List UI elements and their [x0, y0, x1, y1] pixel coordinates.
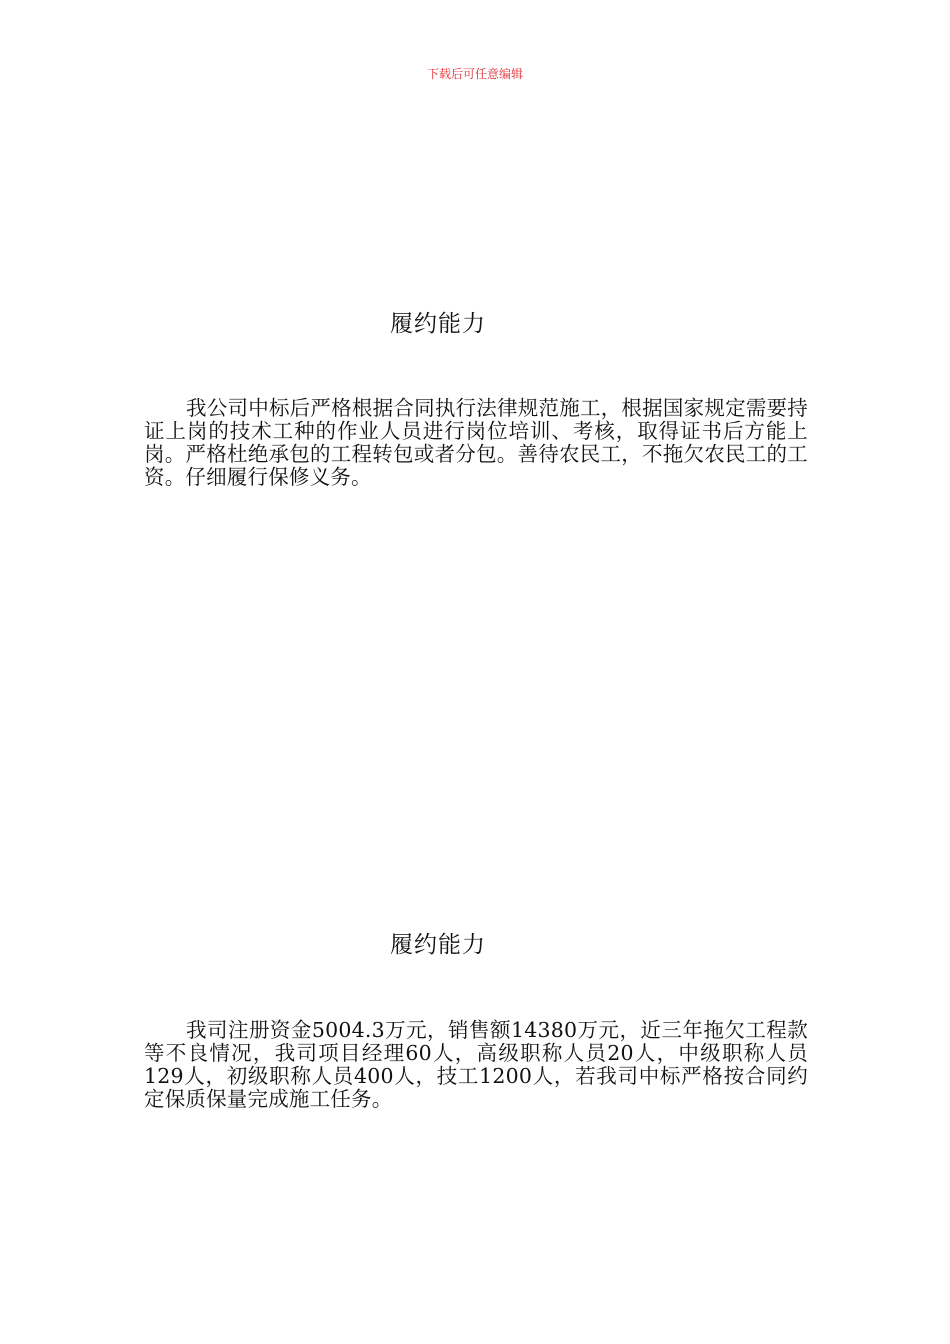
section-title: 履约能力	[390, 932, 486, 958]
section-paragraph: 我司注册资金5004.3万元，销售额14380万元，近三年拖欠工程款等不良情况，我司项目经理60人，高级职称人员20人，中级职称人员129人，初级职称人员400人，技工1200人，若我司中标严格按合同约定保质保量完成施工任务。	[144, 1018, 808, 1111]
section-paragraph: 我公司中标后严格根据合同执行法律规范施工，根据国家规定需要持证上岗的技术工种的作业人员进行岗位培训、考核，取得证书后方能上岗。严格杜绝承包的工程转包或者分包。善待农民工，不拖欠农民工的工资。仔细履行保修义务。	[144, 396, 808, 489]
section-title: 履约能力	[390, 311, 486, 337]
editable-notice: 下载后可任意编辑	[426, 67, 523, 81]
